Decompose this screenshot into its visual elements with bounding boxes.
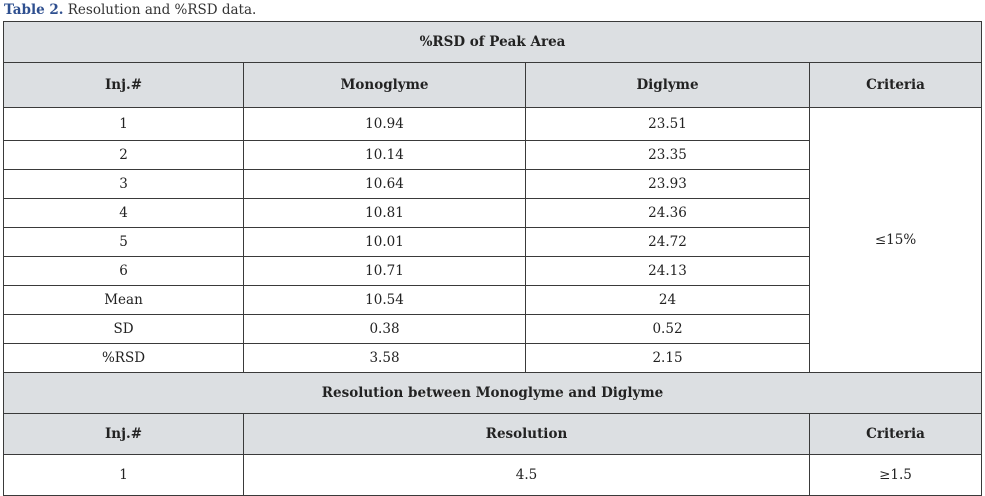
section1-title-row: [4, 22, 982, 63]
section2-title-row: [4, 373, 982, 414]
diglyme-cell: 24.36: [526, 199, 810, 228]
section1-title: %RSD of Peak Area: [4, 22, 982, 63]
diglyme-cell: 0.52: [526, 315, 810, 344]
diglyme-cell: 24: [526, 286, 810, 315]
criteria-cell: ≥1.5: [810, 455, 982, 496]
column-header-inj: Inj.#: [4, 63, 244, 108]
column-header-resolution: Resolution: [244, 414, 810, 455]
inj-cell: 4: [4, 199, 244, 228]
inj-cell: %RSD: [4, 344, 244, 373]
inj-cell: Mean: [4, 286, 244, 315]
monoglyme-cell: 10.54: [244, 286, 526, 315]
inj-cell: 3: [4, 170, 244, 199]
monoglyme-cell: 10.81: [244, 199, 526, 228]
table-row: [4, 455, 982, 496]
monoglyme-cell: 10.14: [244, 141, 526, 170]
monoglyme-cell: 0.38: [244, 315, 526, 344]
monoglyme-cell: 10.64: [244, 170, 526, 199]
section2-title: Resolution between Monoglyme and Diglyme: [4, 373, 982, 414]
table-caption: [4, 1, 256, 19]
monoglyme-cell: 10.01: [244, 228, 526, 257]
resolution-cell: 4.5: [244, 455, 810, 496]
table-caption-label: Table 2.: [4, 2, 64, 18]
diglyme-cell: 23.51: [526, 108, 810, 141]
section1-header-row: [4, 63, 982, 108]
column-header-criteria: Criteria: [810, 63, 982, 108]
inj-cell: 6: [4, 257, 244, 286]
rsd-resolution-table: [3, 21, 982, 496]
inj-cell: 1: [4, 108, 244, 141]
inj-cell: 1: [4, 455, 244, 496]
monoglyme-cell: 10.71: [244, 257, 526, 286]
column-header-inj: Inj.#: [4, 414, 244, 455]
section2-header-row: [4, 414, 982, 455]
inj-cell: SD: [4, 315, 244, 344]
table-caption-text: Resolution and %RSD data.: [63, 2, 257, 18]
monoglyme-cell: 3.58: [244, 344, 526, 373]
diglyme-cell: 2.15: [526, 344, 810, 373]
monoglyme-cell: 10.94: [244, 108, 526, 141]
inj-cell: 2: [4, 141, 244, 170]
column-header-diglyme: Diglyme: [526, 63, 810, 108]
inj-cell: 5: [4, 228, 244, 257]
criteria-cell: ≤15%: [810, 108, 982, 373]
table-row: [4, 108, 982, 141]
diglyme-cell: 24.13: [526, 257, 810, 286]
diglyme-cell: 24.72: [526, 228, 810, 257]
column-header-monoglyme: Monoglyme: [244, 63, 526, 108]
diglyme-cell: 23.35: [526, 141, 810, 170]
diglyme-cell: 23.93: [526, 170, 810, 199]
column-header-criteria: Criteria: [810, 414, 982, 455]
